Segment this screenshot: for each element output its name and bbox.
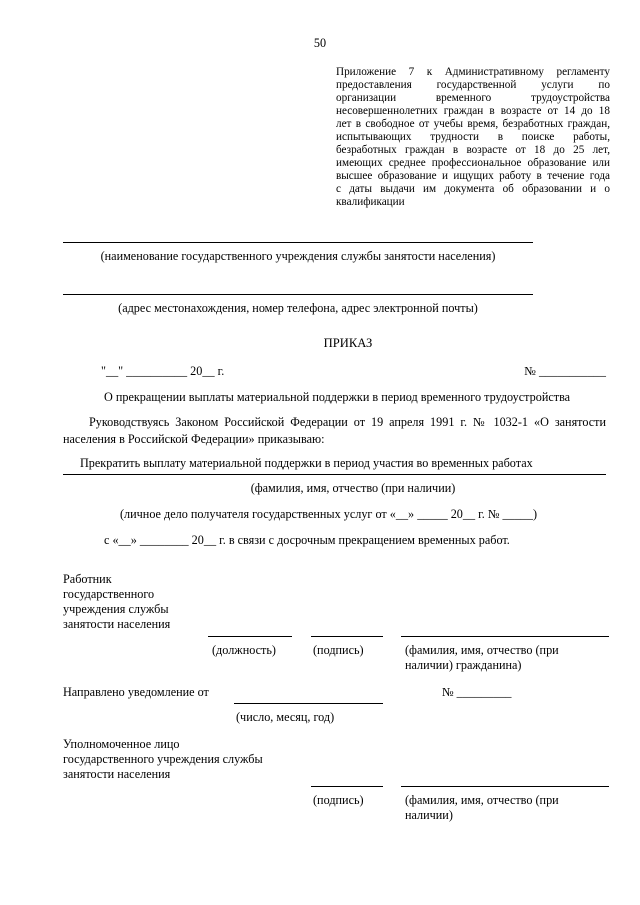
appendix-line: безработных граждан в возрасте от 18 до 25 лет, — [336, 144, 610, 156]
employee-label-line: занятости населения — [63, 617, 171, 631]
basis-line: Руководствуясь Законом Российской Федерации от 19 апреля 1991 г. № 1032-1 «О занятости — [89, 415, 606, 429]
authorized-fio-caption-line: (фамилия, имя, отчество (при — [405, 793, 559, 807]
authorized-label — [63, 737, 263, 782]
personal-file-caption: (личное дело получателя государственных услуг от «__» _____ 20__ г. № _____) — [120, 507, 538, 521]
authorized-label-line: занятости населения — [63, 767, 171, 781]
address-line — [63, 294, 533, 295]
position-line — [208, 636, 292, 637]
order-subject: О прекращении выплаты материальной поддержки в период временного трудоустройства — [104, 390, 571, 404]
institution-name-caption: (наименование государственного учреждения службы занятости населения) — [100, 249, 496, 263]
employee-fio-line — [401, 636, 609, 637]
appendix-line: квалификации — [336, 196, 405, 208]
appendix-line: лет в свободное от учебы время, безработных граждан, — [336, 118, 610, 130]
appendix-line: Приложение 7 к Административному регламенту — [336, 66, 610, 78]
appendix-line: испытывающих трудности в поиске работы, — [336, 131, 610, 143]
basis-paragraph — [63, 414, 606, 448]
appendix-line: предоставления государственной услуги по — [336, 79, 610, 91]
employee-label — [63, 572, 170, 632]
order-number-field: № ___________ — [524, 364, 606, 378]
order-date-field: "__" __________ 20__ г. — [101, 364, 225, 378]
stop-payment-text: Прекратить выплату материальной поддержки в период участия во временных работах — [80, 456, 533, 470]
appendix-header — [336, 66, 610, 209]
institution-name-line — [63, 242, 533, 243]
authorized-fio-line — [401, 786, 609, 787]
signature-line — [311, 636, 383, 637]
authorized-label-line: Уполномоченное лицо — [63, 737, 180, 751]
appendix-line: имеющих среднее профессиональное образование или — [336, 157, 610, 169]
page-number: 50 — [313, 36, 327, 50]
employee-label-line: государственного — [63, 587, 155, 601]
appendix-line: организации временного трудоустройства — [336, 92, 610, 104]
from-date-text: с «__» ________ 20__ г. в связи с досрочным прекращением временных работ. — [104, 533, 510, 547]
authorized-label-line: государственного учреждения службы — [63, 752, 263, 766]
fio-line — [63, 474, 606, 475]
address-caption: (адрес местонахождения, номер телефона, адрес электронной почты) — [118, 301, 478, 315]
authorized-fio-caption — [405, 793, 559, 823]
notification-label: Направлено уведомление от — [63, 685, 209, 699]
employee-label-line: Работник — [63, 572, 112, 586]
employee-fio-caption-line: наличии) гражданина) — [405, 658, 522, 672]
order-title: ПРИКАЗ — [323, 336, 373, 350]
notification-number-field: № _________ — [442, 685, 512, 699]
authorized-signature-caption: (подпись) — [313, 793, 364, 807]
employee-fio-caption-line: (фамилия, имя, отчество (при — [405, 643, 559, 657]
employee-label-line: учреждения службы — [63, 602, 169, 616]
appendix-line: несовершеннолетних граждан в возрасте от 14 до 18 — [336, 105, 610, 117]
notification-date-caption: (число, месяц, год) — [236, 710, 335, 724]
employee-fio-caption — [405, 643, 559, 673]
authorized-fio-caption-line: наличии) — [405, 808, 453, 822]
notification-date-line — [234, 703, 383, 704]
appendix-line: с даты выдачи им документа об образовании и о — [336, 183, 610, 195]
authorized-signature-line — [311, 786, 383, 787]
position-caption: (должность) — [212, 643, 276, 657]
fio-caption: (фамилия, имя, отчество (при наличии) — [250, 481, 456, 495]
appendix-line: высшее образование и ищущих работу в течение года — [336, 170, 610, 182]
signature-caption: (подпись) — [313, 643, 364, 657]
basis-line: населения в Российской Федерации» приказываю: — [63, 432, 325, 446]
